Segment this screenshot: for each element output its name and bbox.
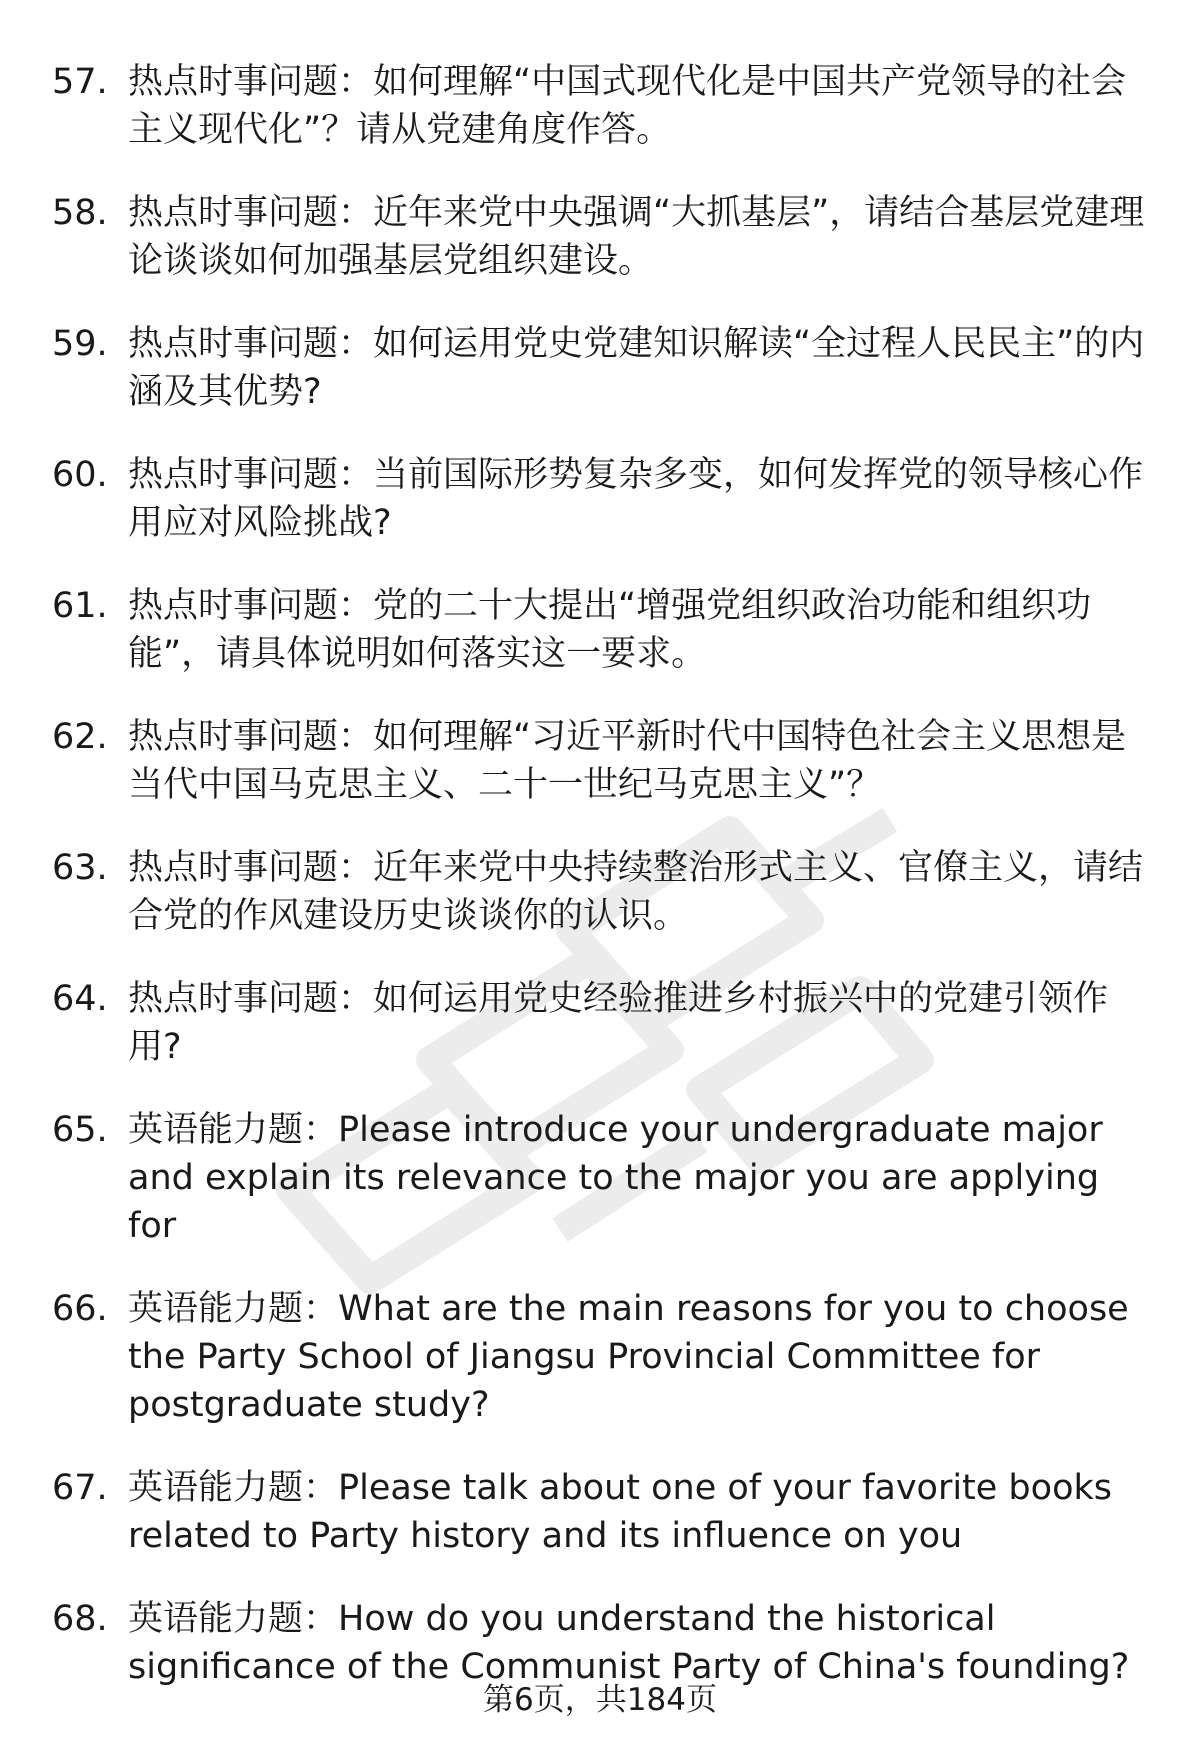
question-text: 热点时事问题：近年来党中央强调“大抓基层”，请结合基层党建理论谈谈如何加强基层党组织建设。 <box>128 193 1145 281</box>
question-text: 英语能力题：Please introduce your undergraduate major and explain its relevance to the major you are applying for <box>128 1110 1103 1246</box>
question-text: 英语能力题：How do you understand the historical significance of the Communist Party of China's founding? <box>128 1599 1130 1687</box>
question-item-68 <box>52 1595 1152 1691</box>
question-item-65 <box>52 1106 1152 1250</box>
question-item-63 <box>52 844 1152 940</box>
question-list <box>52 58 1152 1726</box>
question-text: 英语能力题：Please talk about one of your favorite books related to Party history and its influence on you <box>128 1468 1112 1556</box>
question-text: 热点时事问题：近年来党中央持续整治形式主义、官僚主义，请结合党的作风建设历史谈谈你的认识。 <box>128 848 1144 936</box>
question-number: 65. <box>52 1110 108 1150</box>
question-number: 64. <box>52 979 108 1019</box>
question-item-67 <box>52 1464 1152 1560</box>
question-item-61 <box>52 582 1152 678</box>
question-text: 热点时事问题：如何运用党史党建知识解读“全过程人民民主”的内涵及其优势? <box>128 324 1145 412</box>
question-item-60 <box>52 451 1152 547</box>
question-text: 热点时事问题：当前国际形势复杂多变，如何发挥党的领导核心作用应对风险挑战? <box>128 455 1144 543</box>
question-number: 57. <box>52 62 108 102</box>
question-item-57 <box>52 58 1152 154</box>
question-number: 68. <box>52 1599 108 1639</box>
question-text: 热点时事问题：如何运用党史经验推进乡村振兴中的党建引领作用? <box>128 979 1109 1067</box>
question-number: 61. <box>52 586 108 626</box>
question-item-58 <box>52 189 1152 285</box>
question-item-64 <box>52 975 1152 1071</box>
question-text: 热点时事问题：党的二十大提出“增强党组织政治功能和组织功能”，请具体说明如何落实这一要求。 <box>128 586 1092 674</box>
question-number: 59. <box>52 324 108 364</box>
question-number: 62. <box>52 717 108 757</box>
question-number: 63. <box>52 848 108 888</box>
question-text: 英语能力题：What are the main reasons for you to choose the Party School of Jiangsu Provincial Committee for postgraduate study? <box>128 1289 1129 1425</box>
page-number-label: 第6页，共184页 <box>483 1682 717 1718</box>
question-text: 热点时事问题：如何理解“中国式现代化是中国共产党领导的社会主义现代化”？请从党建角度作答。 <box>128 62 1127 150</box>
page-footer <box>0 1680 1200 1720</box>
question-number: 67. <box>52 1468 108 1508</box>
question-item-59 <box>52 320 1152 416</box>
question-number: 58. <box>52 193 108 233</box>
question-item-62 <box>52 713 1152 809</box>
question-item-66 <box>52 1285 1152 1429</box>
question-number: 66. <box>52 1289 108 1329</box>
question-number: 60. <box>52 455 108 495</box>
question-text: 热点时事问题：如何理解“习近平新时代中国特色社会主义思想是当代中国马克思主义、二十一世纪马克思主义”？ <box>128 717 1127 805</box>
